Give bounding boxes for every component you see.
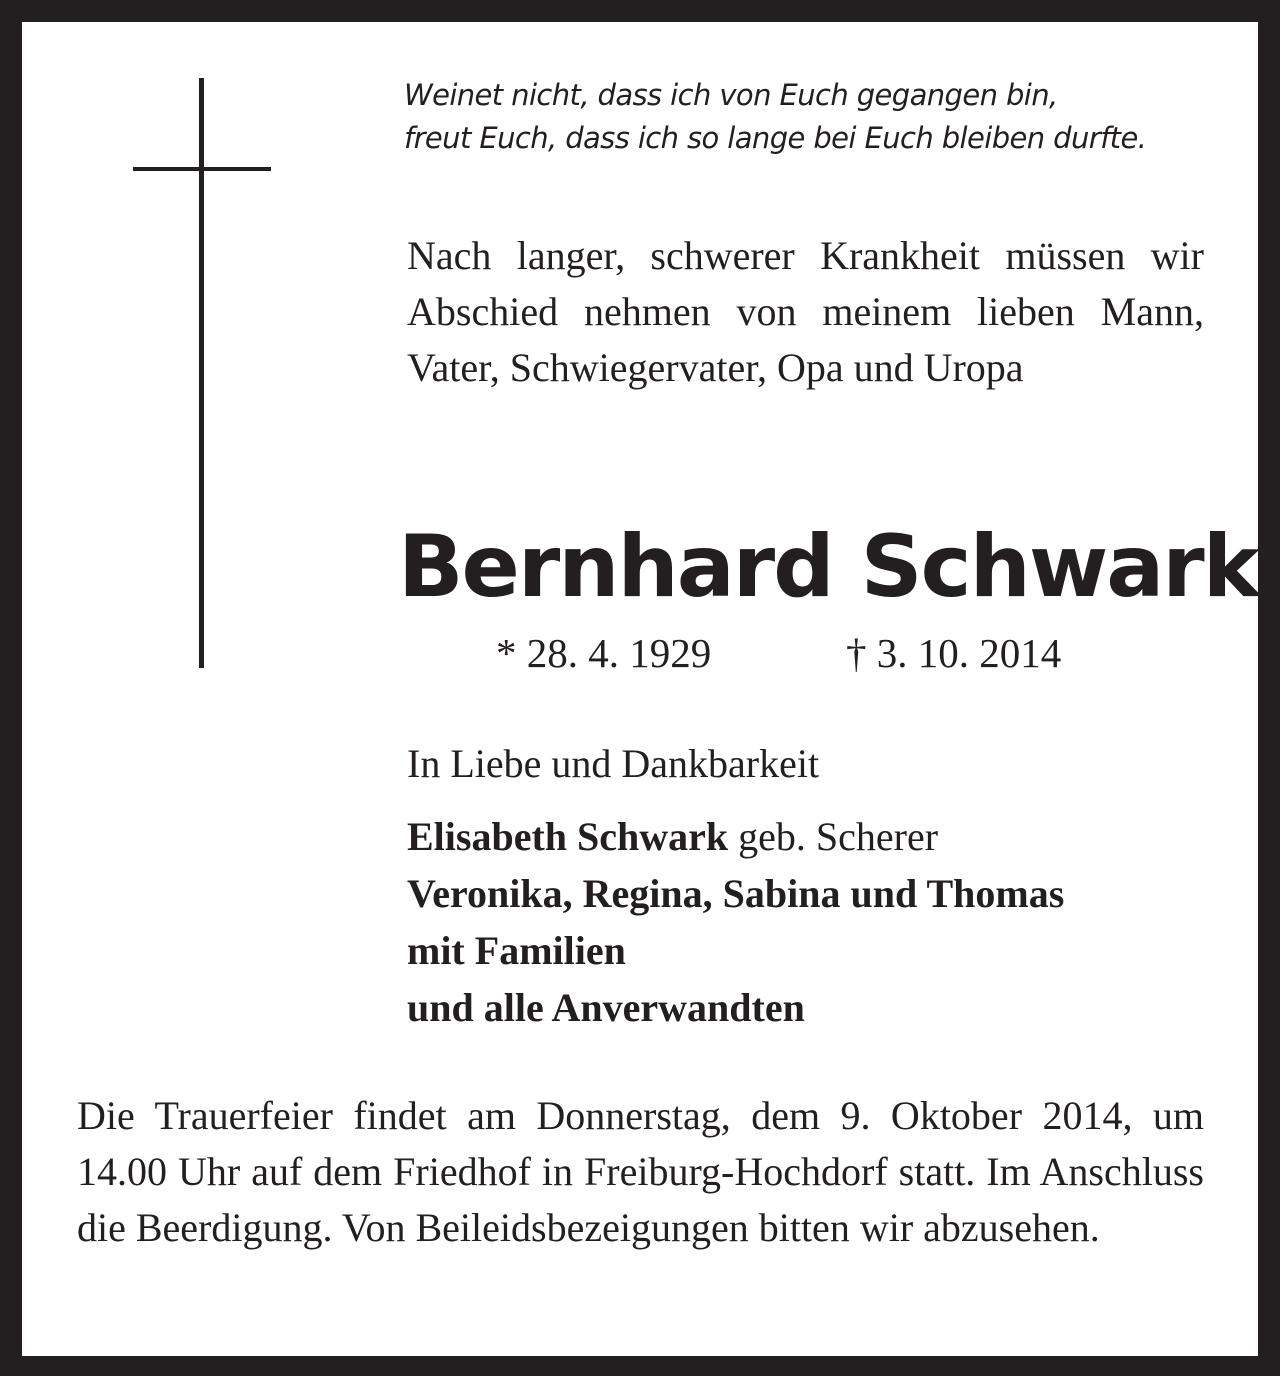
closing-phrase: In Liebe und Dankbarkeit — [407, 741, 820, 786]
deceased-name: Bernhard Schwark — [398, 517, 1258, 617]
mourner-children: Veronika, Regina, Sabina und Thomas — [407, 871, 1065, 916]
mourners-list — [407, 808, 1227, 1036]
cross-symbol-horizontal — [133, 167, 271, 171]
motto-quote — [404, 74, 1224, 160]
service-details: Die Trauerfeier findet am Donnerstag, dem 9. Oktober 2014, um 14.00 Uhr auf dem Friedhof in Freiburg-Hochdorf statt. Im Anschluss die Beerdigung. Von Beileidsbezeigungen bitten wir abzusehen. — [77, 1093, 1204, 1250]
wife-maiden-name: geb. Scherer — [728, 814, 939, 859]
wife-name: Elisabeth Schwark — [407, 814, 729, 859]
motto-line-1: Weinet nicht, dass ich von Euch gegangen bin, — [404, 78, 1058, 112]
intro-text: Nach langer, schwerer Krankheit müssen wir Abschied nehmen von meinem lieben Mann, Vater, Schwiegervater, Opa und Uropa — [407, 233, 1204, 390]
mourner-wife — [407, 808, 1227, 865]
mourner-relatives: und alle Anverwandten — [407, 985, 805, 1030]
mourner-children-suffix: mit Familien — [407, 928, 626, 973]
death-date: † 3. 10. 2014 — [846, 630, 1062, 676]
motto-line-2: freut Euch, dass ich so lange bei Euch bleiben durfte. — [404, 121, 1147, 155]
obituary-notice — [22, 22, 1258, 1356]
birth-date: * 28. 4. 1929 — [496, 630, 712, 676]
